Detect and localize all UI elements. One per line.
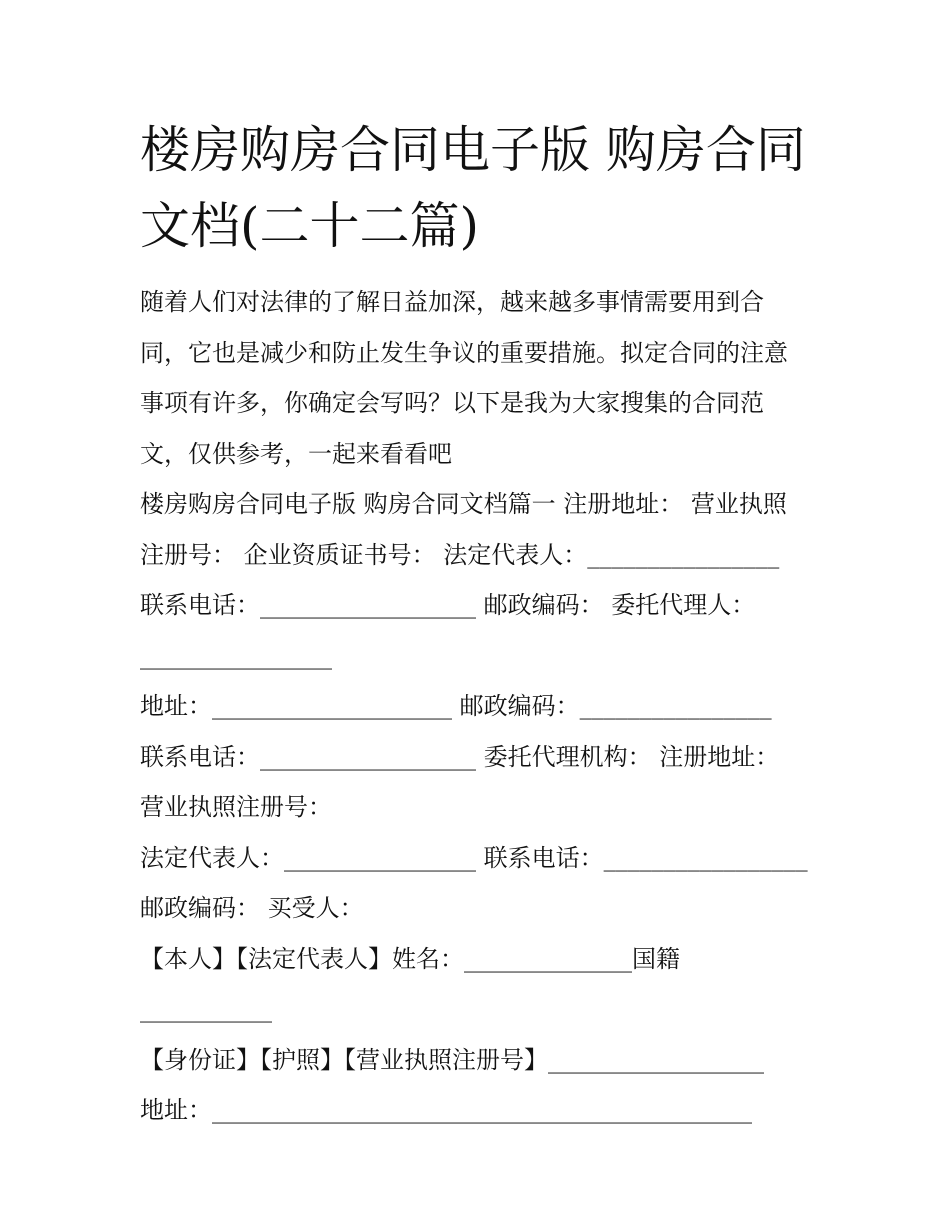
body-line-9: 地址：____________________ 邮政编码：________________ bbox=[140, 692, 772, 720]
document-title bbox=[140, 112, 830, 264]
body-line-17: 地址：_____________________________________________ bbox=[140, 1096, 752, 1124]
body-line-8: ________________ bbox=[140, 641, 332, 670]
body-line-5: 楼房购房合同电子版 购房合同文档篇一 注册地址： 营业执照 bbox=[140, 490, 787, 518]
body-line-12: 法定代表人：________________ 联系电话：_________________ bbox=[140, 843, 808, 872]
body-line-11: 营业执照注册号： bbox=[140, 793, 332, 821]
body-line-13: 邮政编码： 买受人： bbox=[140, 894, 364, 922]
document-body bbox=[140, 281, 820, 1140]
body-line-2: 同，它也是减少和防止发生争议的重要措施。拟定合同的注意 bbox=[140, 338, 788, 367]
body-line-7: 联系电话：__________________ 邮政编码： 委托代理人： bbox=[140, 591, 756, 619]
title-line-1: 楼房购房合同电子版 购房合同 bbox=[140, 121, 806, 179]
body-line-14: 【本人】【法定代表人】姓名：______________国籍 bbox=[140, 944, 680, 973]
body-line-16: 【身份证】【护照】【营业执照注册号】__________________ bbox=[140, 1045, 764, 1074]
body-line-10: 联系电话：__________________ 委托代理机构： 注册地址： bbox=[140, 742, 780, 771]
body-line-6: 注册号： 企业资质证书号： 法定代表人：________________ bbox=[140, 540, 780, 569]
body-line-15: ___________ bbox=[140, 995, 272, 1023]
body-line-1: 随着人们对法律的了解日益加深，越来越多事情需要用到合 bbox=[140, 288, 764, 316]
title-line-2: 文档(二十二篇) bbox=[140, 197, 480, 255]
body-line-3: 事项有许多，你确定会写吗？以下是我为大家搜集的合同范 bbox=[140, 389, 764, 417]
body-line-4: 文，仅供参考，一起来看看吧 bbox=[140, 439, 452, 468]
